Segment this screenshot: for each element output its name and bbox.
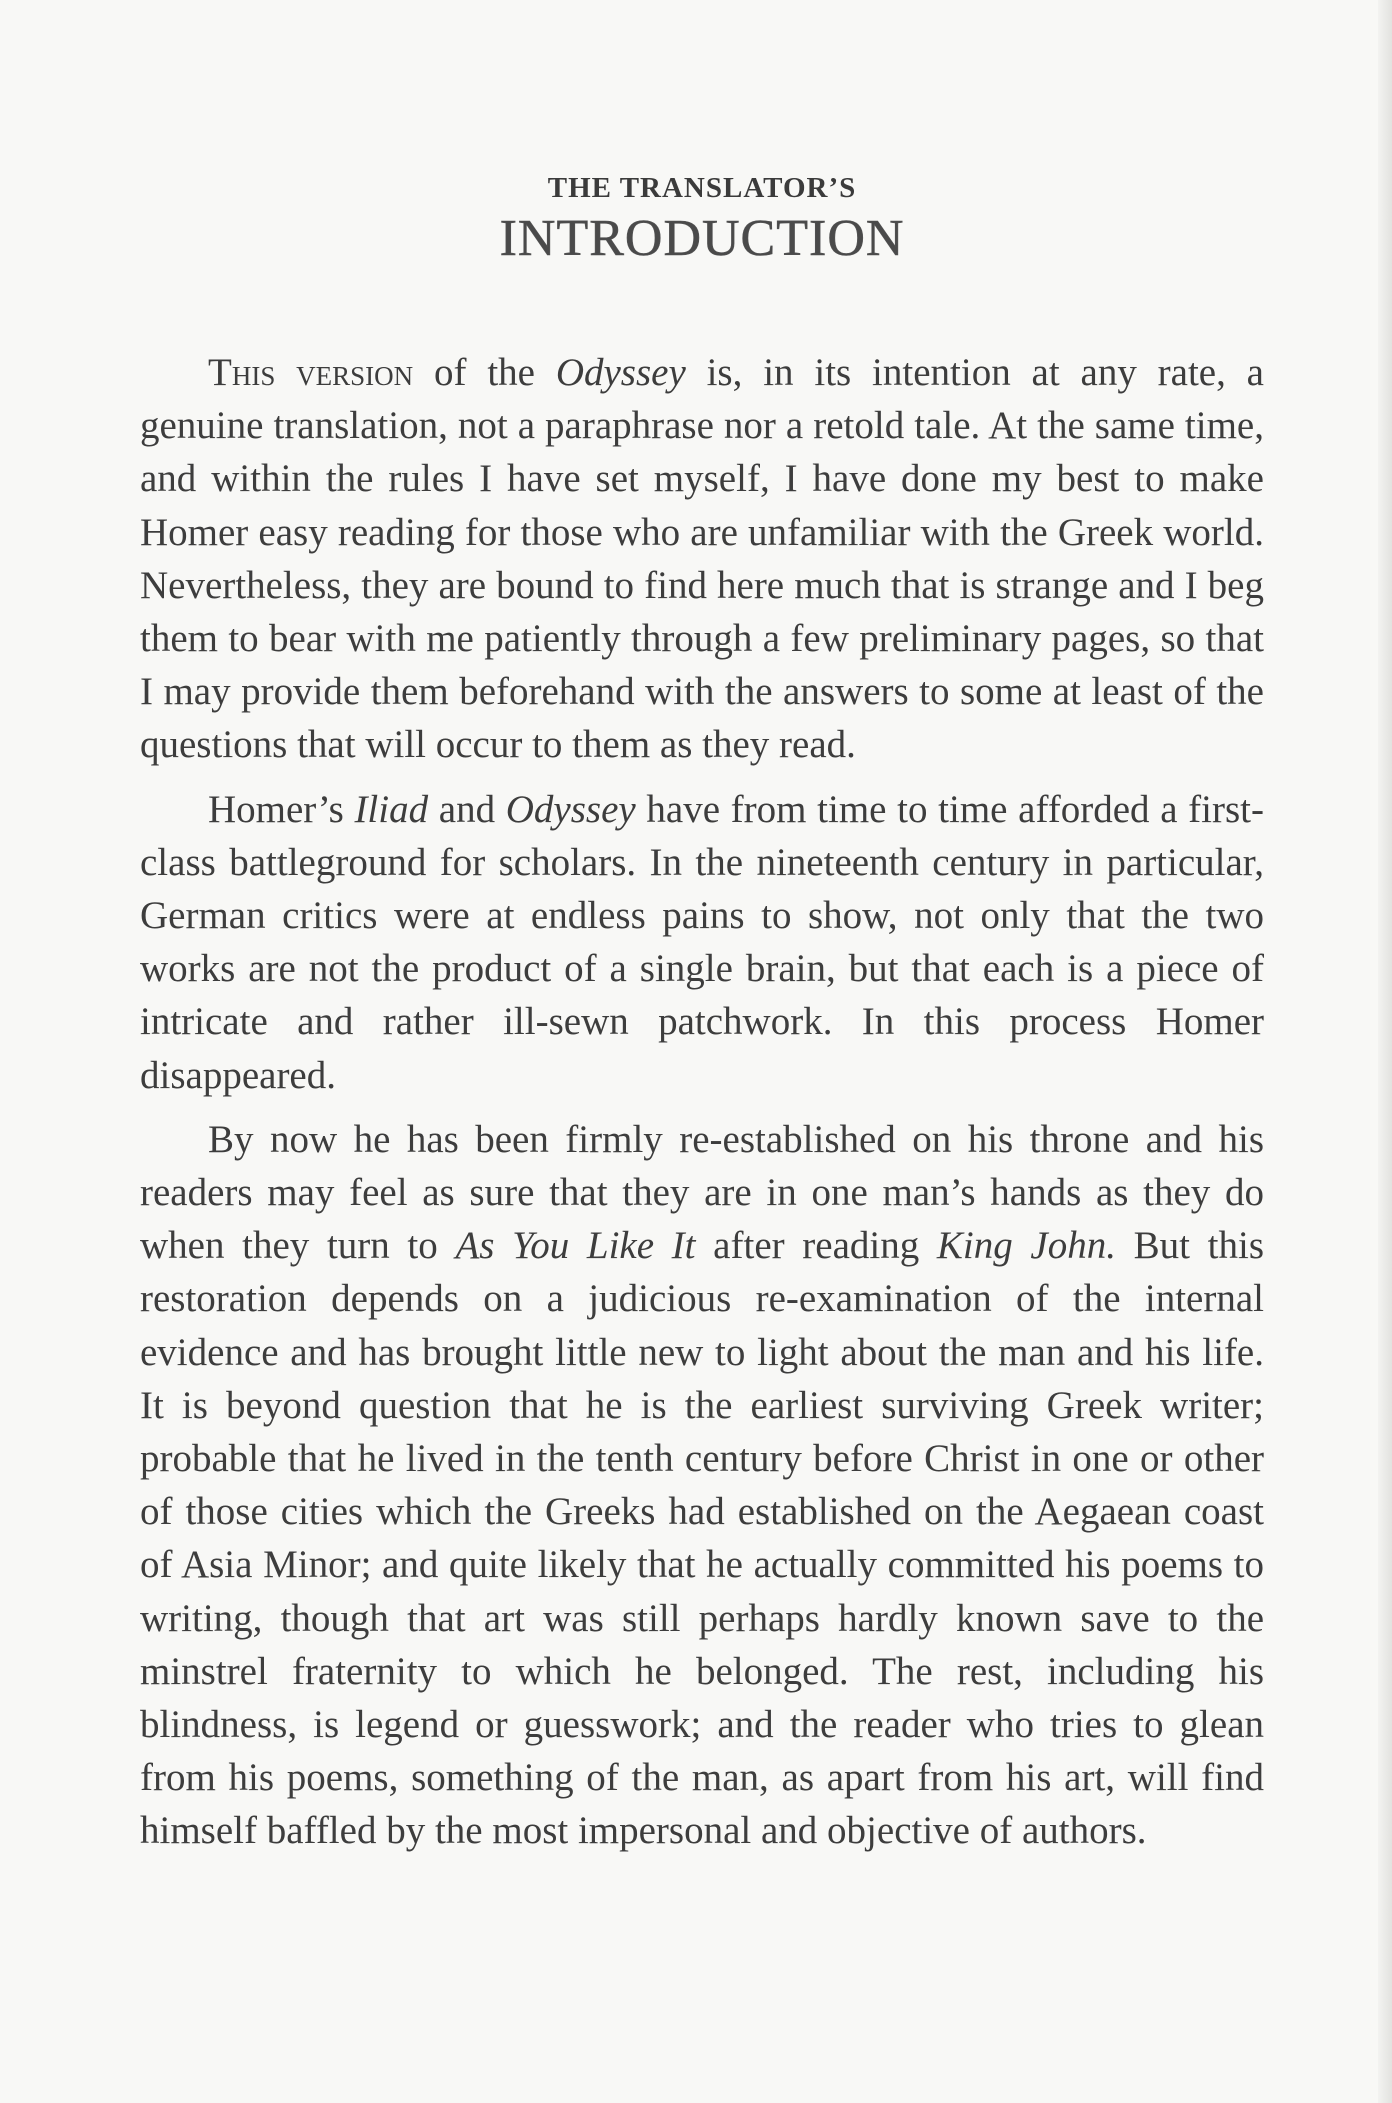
book-title-italic: King John. bbox=[936, 1224, 1116, 1268]
page-edge bbox=[1378, 0, 1392, 2103]
chapter-title: INTRODUCTION bbox=[499, 210, 905, 267]
text-run: after reading bbox=[695, 1224, 937, 1268]
text-run: and bbox=[428, 787, 506, 831]
paragraph bbox=[140, 1113, 1264, 1858]
book-title-italic: Odyssey bbox=[505, 787, 636, 831]
text-run: Homer’s bbox=[208, 787, 355, 831]
text-run: have from time to time afforded a first-class battleground for scholars. In the nineteenth century in particular, German critics were at endless pains to show, not only that the two works are not the product of a single brain, but that each is a piece of intricate and rather ill-sewn patchwork. In this process Homer disappeared. bbox=[140, 787, 1264, 1097]
book-title-italic: As You Like It bbox=[455, 1224, 696, 1268]
chapter-kicker: THE TRANSLATOR’S bbox=[547, 172, 857, 204]
text-run: is, in its intention at any rate, a genuine translation, not a paraphrase nor a retold tale. At the same time, and within the rules I have set myself, I have done my best to make Homer easy reading for those who are unfamiliar with the Greek world. Nevertheless, they are bound to find here much that is strange and I beg them to bear with me patiently through a few preliminary pages, so that I may provide them beforehand with the answers to some at least of the questions that will occur to them as they read. bbox=[140, 351, 1264, 767]
text-run: But this restoration depends on a judicious re-examination of the internal evidence and has brought little new to light about the man and his life. It is beyond question that he is the earliest surviving Greek writer; probable that he lived in the tenth century before Christ in one or other of those cities which the Greeks had established on the Aegaean coast of Asia Minor; and quite likely that he actually committed his poems to writing, though that art was still perhaps hardly known save to the minstrel fraternity to which he belonged. The rest, including his blindness, is legend or guesswork; and the reader who tries to glean from his poems, something of the man, as apart from his art, will find himself baffled by the most impersonal and objective of authors. bbox=[140, 1224, 1264, 1853]
text-run: By now he has been firmly re-established on his throne and his readers may feel as sure that they are in one man’s hands as they do when they turn to bbox=[140, 1117, 1264, 1268]
book-title-italic: Iliad bbox=[354, 787, 429, 831]
paragraph bbox=[140, 346, 1264, 772]
book-title-italic: Odyssey bbox=[555, 351, 686, 394]
body-text bbox=[140, 346, 1264, 1869]
paragraph bbox=[140, 783, 1264, 1102]
paragraph-lead-in: This version bbox=[208, 351, 414, 394]
text-run: of the bbox=[413, 351, 556, 394]
chapter-header bbox=[140, 172, 1264, 268]
